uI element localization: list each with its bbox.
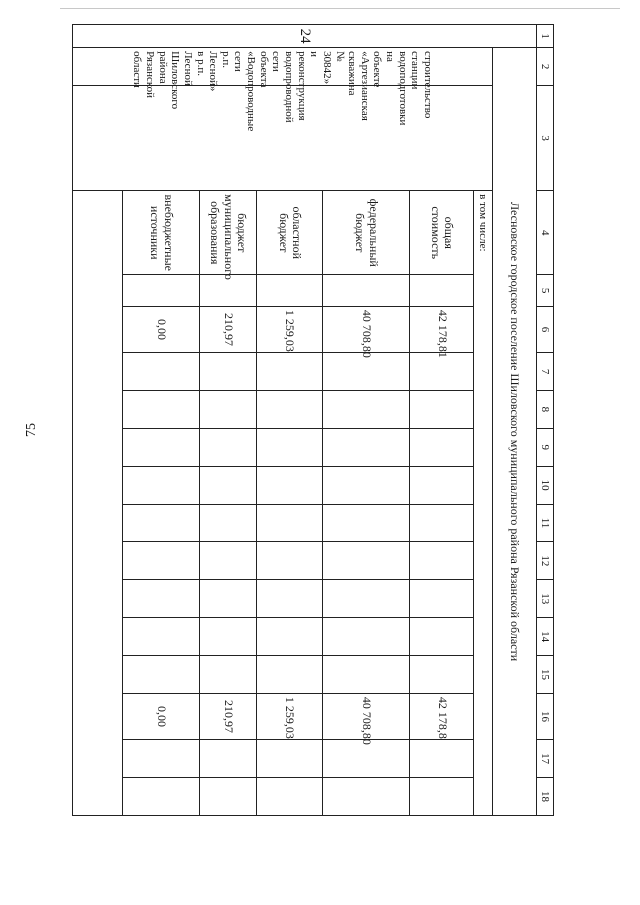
- value-col16: 42 178,8: [410, 693, 474, 739]
- value-col6: 1 259,03: [256, 306, 322, 352]
- col-number: 6: [536, 306, 553, 352]
- scan-edge-line: [60, 8, 620, 9]
- col-number: 7: [536, 353, 553, 391]
- col-number: 17: [536, 740, 553, 778]
- col-number: 16: [536, 693, 553, 739]
- col-number: 1: [536, 25, 553, 48]
- source-label: областной бюджет: [256, 191, 322, 275]
- row-index: 24: [73, 25, 537, 48]
- col-number: 12: [536, 542, 553, 580]
- value-col16: 40 708,80: [323, 693, 410, 739]
- col-number: 14: [536, 618, 553, 656]
- value-col6: 42 178,81: [410, 306, 474, 352]
- col-number: 8: [536, 391, 553, 429]
- col-number: 13: [536, 580, 553, 618]
- value-col6: 40 708,80: [323, 306, 410, 352]
- col-number: 3: [536, 86, 553, 191]
- col-number: 11: [536, 504, 553, 542]
- value-col16: 1 259,03: [256, 693, 322, 739]
- source-label: федеральный бюджет: [323, 191, 410, 275]
- financing-table: [72, 24, 554, 816]
- col-number: 2: [536, 48, 553, 86]
- col-number: 15: [536, 656, 553, 694]
- including-label: в том числе:: [474, 191, 492, 816]
- empty-cell: [410, 275, 474, 307]
- source-label: внебюджетные источники: [123, 191, 200, 275]
- value-col6: 0,00: [123, 306, 200, 352]
- col-number: 5: [536, 275, 553, 307]
- table-sheet: [72, 24, 554, 816]
- municipality-name: Лесновское городское поселение Шиловского муниципального района Рязанской области: [492, 48, 536, 816]
- col-number: 9: [536, 428, 553, 466]
- empty-cell: [73, 191, 123, 816]
- col-number: 18: [536, 778, 553, 816]
- object-description: строительство станции водоподготовки на объекте «Артезианская скважина № 30842» и реконструкция водопроводной сети объекта «Водопроводные сети р.п. Лесной» в р.п. Лесной Шиловского района Рязанской области: [73, 48, 493, 86]
- table-row: [474, 25, 492, 816]
- value-col6: 210,97: [199, 306, 256, 352]
- source-label: общая стоимость: [410, 191, 474, 275]
- empty-cell: [256, 275, 322, 307]
- value-col16: 210,97: [199, 693, 256, 739]
- value-col16: 0,00: [123, 693, 200, 739]
- page-number: 75: [24, 423, 39, 437]
- col-number: 10: [536, 466, 553, 504]
- col-number: 4: [536, 191, 553, 275]
- table-row: [492, 25, 536, 816]
- empty-cell: [323, 275, 410, 307]
- column-number-row: [536, 25, 553, 816]
- empty-cell: [123, 275, 200, 307]
- source-label: бюджет муниципального образования: [199, 191, 256, 275]
